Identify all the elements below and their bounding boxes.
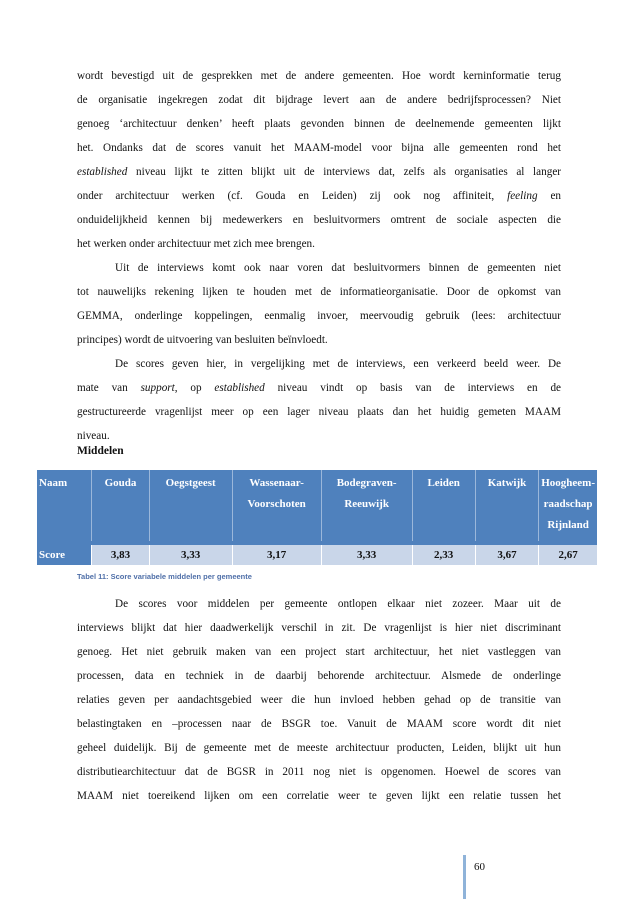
page-number: 60	[474, 861, 485, 873]
table-header-cell	[322, 470, 413, 541]
footer-divider	[463, 855, 466, 899]
text-line: processen, data en techniek in de daarbij behorende architectuur. Alsmede de onderlinge	[77, 670, 561, 682]
score-table	[37, 470, 597, 565]
text-fragment: niveau lijkt te zitten blijkt uit de interviews dat, zelfs als organisaties al langer	[136, 166, 562, 178]
table-cell: 3,33	[150, 545, 233, 565]
table-header-row	[37, 470, 597, 541]
header-text: Gouda	[104, 477, 137, 489]
table-row	[37, 545, 597, 565]
table-cell: 3,67	[476, 545, 540, 565]
text-line: belastingtaken en –processen naar de BSGR toe. Vanuit de MAAM score wordt dit niet	[77, 718, 561, 730]
text-fragment: onder architectuur werken (cf. Gouda en Leiden) zij ook nog affiniteit,	[77, 190, 495, 202]
text-line: niveau.	[77, 430, 110, 442]
text-line: gestructureerde vragenlijst meer op een lager niveau plaats dan het huidig gemeten MAAM	[77, 406, 561, 418]
text-line	[77, 376, 561, 400]
text-fragment: , op	[174, 382, 202, 394]
text-line: De scores geven hier, in vergelijking met de interviews, een verkeerd beeld weer. De	[115, 358, 561, 370]
table-cell: 2,33	[413, 545, 476, 565]
text-fragment: en	[550, 190, 562, 202]
section-heading: Middelen	[77, 445, 124, 457]
italic-term: established	[214, 382, 265, 394]
paragraph-3	[77, 352, 561, 448]
header-text: Bodegraven-	[336, 477, 397, 489]
table-header-label: Naam	[37, 470, 92, 541]
header-text: Voorschoten	[247, 498, 306, 510]
header-text: Katwijk	[487, 477, 527, 489]
table-header-cell	[413, 470, 476, 541]
text-line: tot nauwelijks rekening lijken te houden met de informatieorganisatie. Door de opkomst van	[77, 286, 561, 298]
table-cell: 3,17	[233, 545, 322, 565]
table-header-cell	[233, 470, 322, 541]
table-header-cell	[92, 470, 149, 541]
text-line: het werken onder architectuur met zich mee brengen.	[77, 238, 315, 250]
header-text: Wassenaar-	[249, 477, 304, 489]
text-line: MAAM niet toereikend lijken om een correlatie weer te geven lijkt een relatie tussen het	[77, 790, 561, 802]
text-line: principes) wordt de uitvoering van besluiten beïnvloedt.	[77, 334, 328, 346]
text-line: genoeg. Het niet gebruik maken van een project start architectuur, het niet vastleggen van	[77, 646, 561, 658]
text-line: de organisatie ingekregen zodat dit bijdrage levert aan de andere bedrijfsprocessen? Niet	[77, 94, 561, 106]
paragraph-1	[77, 64, 561, 256]
table-row-label: Score	[37, 545, 92, 565]
table-header-cell	[150, 470, 233, 541]
table-cell: 3,33	[322, 545, 413, 565]
text-line	[77, 160, 561, 184]
text-line: interviews blijkt dat hier daadwerkelijk verschil in zit. De vragenlijst is hier niet discriminant	[77, 622, 561, 634]
text-line: wordt bevestigd uit de gesprekken met de andere gemeenten. Hoe wordt kerninformatie terug	[77, 70, 561, 82]
header-text: Rijnland	[547, 519, 589, 531]
table-header-cell	[476, 470, 540, 541]
text-line: distributiearchitectuur dat de BGSR in 2011 nog niet is opgenomen. Hoewel de scores van	[77, 766, 561, 778]
header-text: Reeuwijk	[344, 498, 389, 510]
header-text: Leiden	[427, 477, 460, 489]
text-line: GEMMA, onderlinge koppelingen, eenmalig invoer, meervoudig gebruik (lees: architectuur	[77, 310, 561, 322]
text-line: geheel duidelijk. Bij de gemeente met de meeste architectuur producten, Leiden, blijkt uit hun	[77, 742, 561, 754]
header-text: Oegstgeest	[165, 477, 216, 489]
italic-term: established	[77, 166, 128, 178]
text-line: genoeg ‘architectuur denken’ heeft plaats gevonden binnen de deelnemende gemeenten lijkt	[77, 118, 561, 130]
text-fragment: mate van	[77, 382, 128, 394]
text-line: relaties geven per aandachtsgebied weer die hun invloed hebben gehad op de transitie van	[77, 694, 561, 706]
italic-term: feeling	[507, 190, 538, 202]
italic-term: support	[140, 382, 175, 394]
table-caption: Tabel 11: Score variabele middelen per gemeente	[77, 572, 252, 581]
table-cell: 3,83	[92, 545, 149, 565]
text-line: het. Ondanks dat de scores vanuit het MAAM-model voor bijna alle gemeenten rond het	[77, 142, 561, 154]
paragraph-2	[77, 256, 561, 352]
table-header-cell	[539, 470, 597, 541]
table-cell: 2,67	[539, 545, 597, 565]
text-line: De scores voor middelen per gemeente ontlopen elkaar niet zozeer. Maar uit de	[115, 598, 561, 610]
header-text: Hoogheem-	[541, 477, 595, 489]
header-text: raadschap	[543, 498, 593, 510]
paragraph-4	[77, 592, 561, 808]
text-line: onduidelijkheid kennen bij medewerkers en besluitvormers omtrent de sociale aspecten die	[77, 214, 561, 226]
text-line	[77, 184, 561, 208]
text-fragment: niveau vindt op basis van de interviews en de	[277, 382, 561, 394]
text-line: Uit de interviews komt ook naar voren dat besluitvormers binnen de gemeenten niet	[115, 262, 561, 274]
